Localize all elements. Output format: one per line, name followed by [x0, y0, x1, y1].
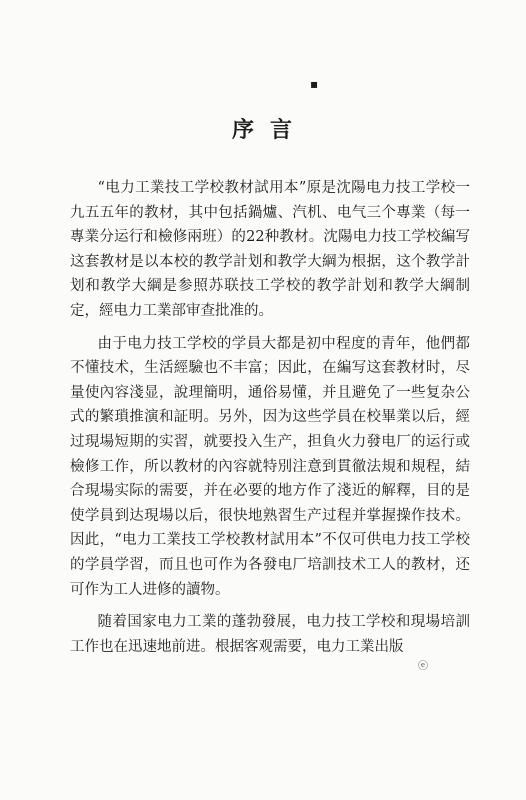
corner-mark: ⓔ — [418, 661, 428, 672]
body-text — [70, 176, 470, 659]
page-title: 序言 — [231, 117, 308, 143]
paragraph-3: 随着国家电力工業的蓬勃發展，电力技工学校和現場培訓工作也在迅速地前进。根据客观需要，电力工業出版 — [70, 614, 470, 655]
paragraph-2: 由于电力技工学校的学員大都是初中程度的青年，他們都不懂技术，生活經驗也不丰富；因此，在編写这套教材时，尽量使內容淺显，說理簡明，通俗易懂，并且避免了一些复杂公式的繁瑣推演和証明。另外，因为这些学員在校畢業以后，經过現場短期的实習，就要投入生产，担負火力發电厂的运行或檢修工作，所以教材的內容就特別注意到貫徹法規和規程，結合現場实际的需要，并在必要的地方作了淺近的解釋，目的是使学員到达現場以后，很快地熟習生产过程并掌握操作技术。因此，“电力工業技工学校教材試用本”不仅可供电力技工学校的学員学習，而且也可作为各發电厂培訓技术工人的教材，还可作为工人进修的讀物。 — [70, 335, 470, 598]
paragraph-1: “电力工業技工学校教材試用本”原是沈陽电力技工学校一九五五年的教材，其中包括鍋爐、汽机、电气三个專業（每一專業分运行和檢修兩班）的22种教材。沈陽电力技工学校編写这套教材是以本校的教学計划和教学大綱为根据，这个教学計划和教学大綱是参照苏联技工学校的教学計划和教学大綱制定，經电力工業部审查批准的。 — [70, 180, 470, 319]
page-mark: ▪ — [310, 77, 319, 91]
